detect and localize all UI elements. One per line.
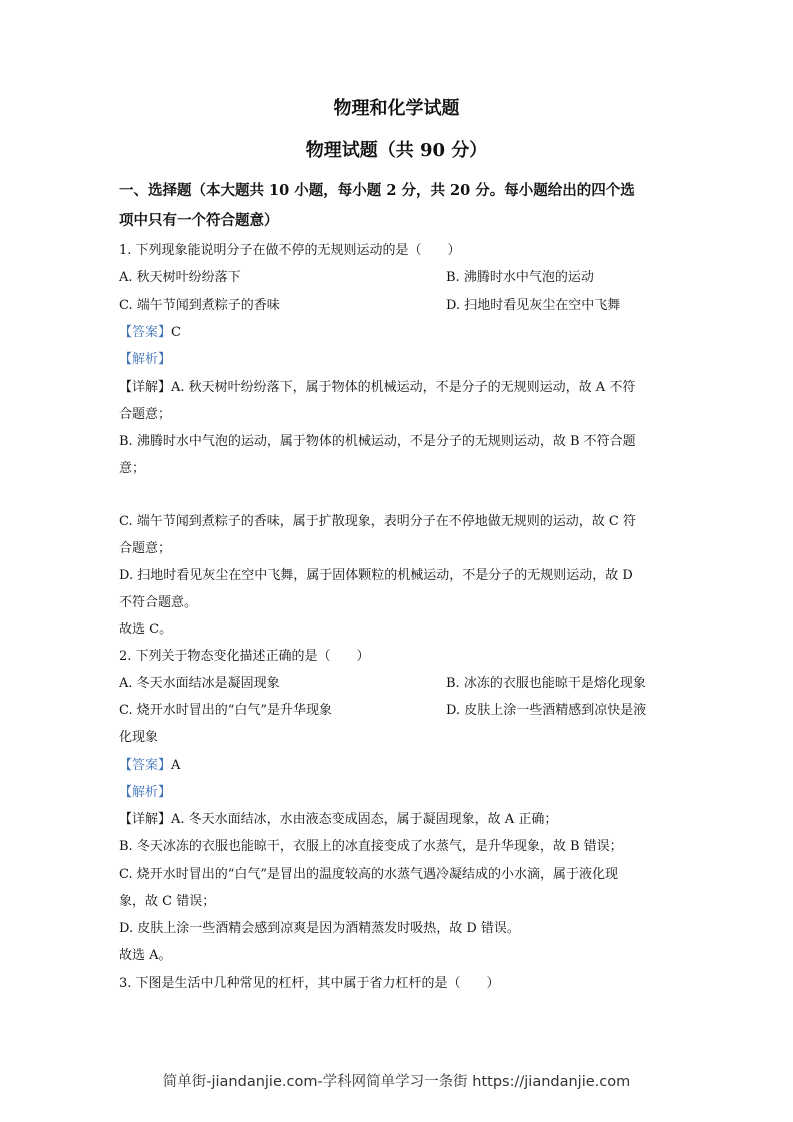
q2-option-a: A. 冬天水面结冰是凝固现象	[119, 676, 280, 691]
q1-analysis-tag: 【解析】	[119, 352, 172, 367]
q1-answer	[119, 324, 181, 342]
q1-option-b: B. 沸腾时水中气泡的运动	[446, 270, 594, 285]
q2-detail-line: C. 烧开水时冒出的“白气”是冒出的温度较高的水蒸气遇冷凝结成的小水滴，属于液化现	[119, 867, 619, 882]
q2-answer	[119, 757, 180, 775]
page-subtitle: 物理试题（共 90 分）	[305, 140, 488, 161]
q2-option-d: D. 皮肤上涂一些酒精感到凉快是液	[446, 703, 647, 718]
q1-option-d: D. 扫地时看见灰尘在空中飞舞	[446, 298, 621, 313]
answer-tag: 【答案】	[119, 325, 172, 340]
answer-value: A	[171, 758, 181, 773]
q1-detail-line: 合题意；	[119, 541, 172, 556]
q1-option-a: A. 秋天树叶纷纷落下	[119, 270, 241, 285]
q1-detail-line: C. 端午节闻到煮粽子的香味，属于扩散现象，表明分子在不停地做无规则的运动，故 C 符	[119, 514, 636, 529]
q2-detail-line: 象，故 C 错误；	[119, 894, 216, 909]
q1-detail-line: 合题意；	[119, 407, 172, 422]
q3-stem: 3. 下图是生活中几种常见的杠杆，其中属于省力杠杆的是（ ）	[119, 976, 500, 991]
q2-detail-line: 【详解】A. 冬天水面结冰，水由液态变成固态，属于凝固现象，故 A 正确；	[119, 812, 558, 827]
answer-tag: 【答案】	[119, 758, 172, 773]
q2-detail-line: B. 冬天冰冻的衣服也能晾干，衣服上的冰直接变成了水蒸气，是升华现象，故 B 错误；	[119, 839, 623, 854]
page-title: 物理和化学试题	[333, 98, 460, 119]
q1-option-c: C. 端午节闻到煮粽子的香味	[119, 298, 280, 313]
q2-option-d-continued: 化现象	[119, 730, 159, 745]
q1-detail-line: D. 扫地时看见灰尘在空中飞舞，属于固体颗粒的机械运动，不是分子的无规则运动，故 D	[119, 568, 633, 583]
q2-option-c: C. 烧开水时冒出的“白气”是升华现象	[119, 703, 333, 718]
q2-conclusion: 故选 A。	[119, 948, 172, 963]
q1-conclusion: 故选 C。	[119, 622, 173, 637]
q1-detail-line: B. 沸腾时水中气泡的运动，属于物体的机械运动，不是分子的无规则运动，故 B 不符合题	[119, 434, 636, 449]
q1-stem: 1. 下列现象能说明分子在做不停的无规则运动的是（ ）	[119, 243, 461, 258]
q2-stem: 2. 下列关于物态变化描述正确的是（ ）	[119, 649, 370, 664]
section-heading-line2: 项中只有一个符合题意）	[119, 212, 279, 229]
q2-option-b: B. 冰冻的衣服也能晾干是熔化现象	[446, 676, 646, 691]
q1-detail-line: 意；	[119, 461, 146, 476]
footer-watermark: 简单街-jiandanjie.com-学科网简单学习一条街 https://jiandanjie.com	[162, 1074, 631, 1090]
q1-detail-line: 【详解】A. 秋天树叶纷纷落下，属于物体的机械运动，不是分子的无规则运动，故 A 不符	[119, 380, 636, 395]
section-heading-line1: 一、选择题（本大题共 10 小题，每小题 2 分，共 20 分。每小题给出的四个选	[119, 182, 635, 199]
detail-tag: 【详解】	[119, 380, 172, 395]
q2-detail-line: D. 皮肤上涂一些酒精会感到凉爽是因为酒精蒸发时吸热，故 D 错误。	[119, 921, 520, 936]
answer-value: C	[171, 325, 181, 340]
q2-analysis-tag: 【解析】	[119, 785, 172, 800]
q1-detail-line: 不符合题意。	[119, 595, 198, 610]
detail-tag: 【详解】	[119, 812, 172, 827]
